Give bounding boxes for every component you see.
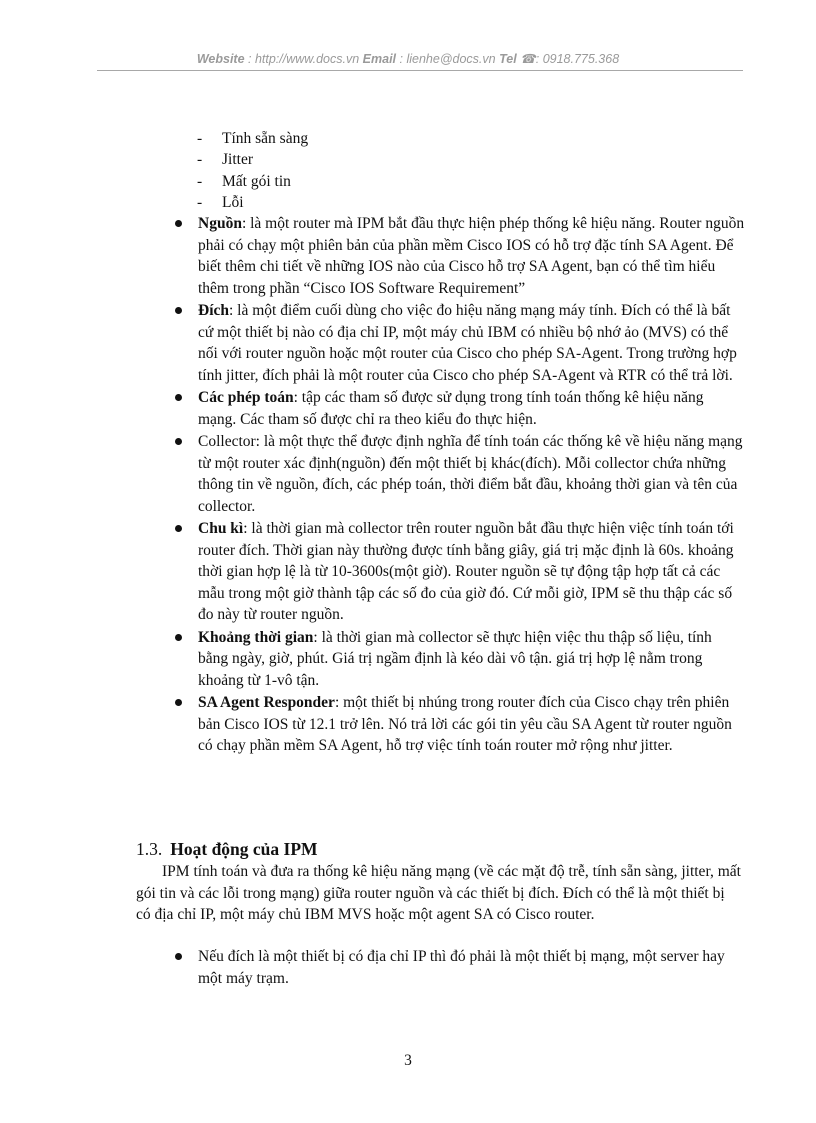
section-title: Hoạt động của IPM <box>170 839 318 859</box>
definition-term: Khoảng thời gian <box>198 628 314 646</box>
definition-text: : là một điểm cuối dùng cho việc đo hiệu năng mạng máy tính. Đích có thể là bất cứ một thiết bị nào có địa chỉ IP, một máy chủ IBM có nhiều bộ nhớ ảo (MVS) có thể nối với router nguồn hoặc một router của Cisco cho phép SA-Agent. Trong trường hợp tính jitter, đích phải là một router của Cisco cho phép SA-Agent và RTR có thể trả lời. <box>198 302 737 384</box>
list-item: - Lỗi <box>197 192 308 213</box>
paragraph-text: IPM tính toán và đưa ra thống kê hiệu năng mạng (về các mặt độ trễ, tính sẵn sàng, jitter, mất gói tin và các lỗi trong mạng) giữa router nguồn và các thiết bị đích. Đích có thể là một thiết bị có địa chỉ IP, một máy chủ IBM MVS hoặc một agent SA có Cisco router. <box>136 863 741 923</box>
list-item: - Tính sẵn sàng <box>197 128 308 149</box>
section-bullet-list <box>175 946 745 989</box>
bullet-icon <box>175 220 182 227</box>
email-value[interactable]: : lienhe@docs.vn <box>399 52 496 66</box>
definition-text: : là thời gian mà collector sẽ thực hiện việc thu thập số liệu, tính bằng ngày, giờ, phút. Giá trị ngầm định là kéo dài vô tận. giá trị hợp lệ nằm trong khoảng từ 1-vô tận. <box>198 628 712 689</box>
header-divider <box>97 70 743 71</box>
definition-term: Nguồn <box>198 215 242 232</box>
definition-text: : tập các tham số được sử dụng trong tính toán thống kê hiệu năng mạng. Các tham số được chỉ ra theo kiểu đo thực hiện. <box>198 389 704 428</box>
list-item <box>175 213 745 299</box>
definition-term: SA Agent Responder <box>198 694 335 711</box>
bullet-icon <box>175 394 182 401</box>
website-value[interactable]: : http://www.docs.vn <box>248 52 360 66</box>
definition-text: : một thiết bị nhúng trong router đích của Cisco chạy trên phiên bản Cisco IOS từ 12.1 trở lên. Nó trả lời các gói tin yêu cầu SA Agent từ router nguồn có chạy phần mềm SA Agent, hỗ trợ việc tính toán router mở rộng như jitter. <box>198 694 732 754</box>
definition-term: Đích <box>198 302 229 319</box>
metrics-list <box>197 128 308 213</box>
list-item <box>175 518 745 626</box>
definitions-list <box>175 213 745 758</box>
list-item: - Jitter <box>197 149 308 170</box>
bullet-icon <box>175 525 182 532</box>
bullet-icon <box>175 634 182 641</box>
bullet-text: Nếu đích là một thiết bị có địa chỉ IP thì đó phải là một thiết bị mạng, một server hay một máy trạm. <box>198 948 725 987</box>
email-label: Email <box>362 52 397 66</box>
list-item <box>175 300 745 386</box>
definition-term: Chu kì <box>198 520 244 537</box>
website-label: Website <box>196 52 245 66</box>
bullet-icon <box>175 438 182 445</box>
section-heading <box>136 839 318 860</box>
tel-value: : 0918.775.368 <box>535 52 620 66</box>
definition-text: : là một router mà IPM bắt đầu thực hiện phép thống kê hiệu năng. Router nguồn phải có chạy một phiên bản của phần mềm Cisco IOS có hỗ trợ đặc tính SA Agent. Để biết thêm chi tiết về những IOS nào của Cisco hỗ trợ SA Agent, bạn có thể tìm hiểu thêm trong phần “Cisco IOS Software Requirement” <box>198 215 745 297</box>
page-header <box>0 51 816 66</box>
list-item <box>175 627 745 692</box>
list-item <box>175 387 745 430</box>
page-number: 3 <box>404 1052 412 1069</box>
phone-icon: ☎ <box>520 52 536 66</box>
bullet-icon <box>175 953 182 960</box>
list-item <box>175 431 745 517</box>
section-paragraph <box>136 861 741 926</box>
section-number: 1.3. <box>136 839 163 859</box>
list-item <box>175 946 745 989</box>
bullet-icon <box>175 307 182 314</box>
bullet-icon <box>175 699 182 706</box>
tel-label: Tel <box>499 52 517 66</box>
definition-text: Collector: là một thực thể được định nghĩa để tính toán các thống kê về hiệu năng mạng từ một router xác định(nguồn) đến một thiết bị khác(đích). Mỗi collector chứa những thông tin về nguồn, đích, các phép toán, thời điểm bắt đầu, khoảng thời gian và tên của collector. <box>198 433 743 515</box>
definition-term: Các phép toán <box>198 389 294 406</box>
list-item: - Mất gói tin <box>197 171 308 192</box>
definition-text: : là thời gian mà collector trên router nguồn bắt đầu thực hiện việc tính toán tới router đích. Thời gian này thường được tính bằng giây, giá trị mặc định là 60s. khoảng thời gian hợp lệ là từ 10-3600s(một giờ). Router nguồn sẽ tự động tập hợp tất cả các mẫu trong một giờ thành tập các số đo của giờ đó. Cứ mỗi giờ, IPM sẽ thu thập các số đo này từ router nguồn. <box>198 520 734 623</box>
list-item <box>175 692 745 757</box>
